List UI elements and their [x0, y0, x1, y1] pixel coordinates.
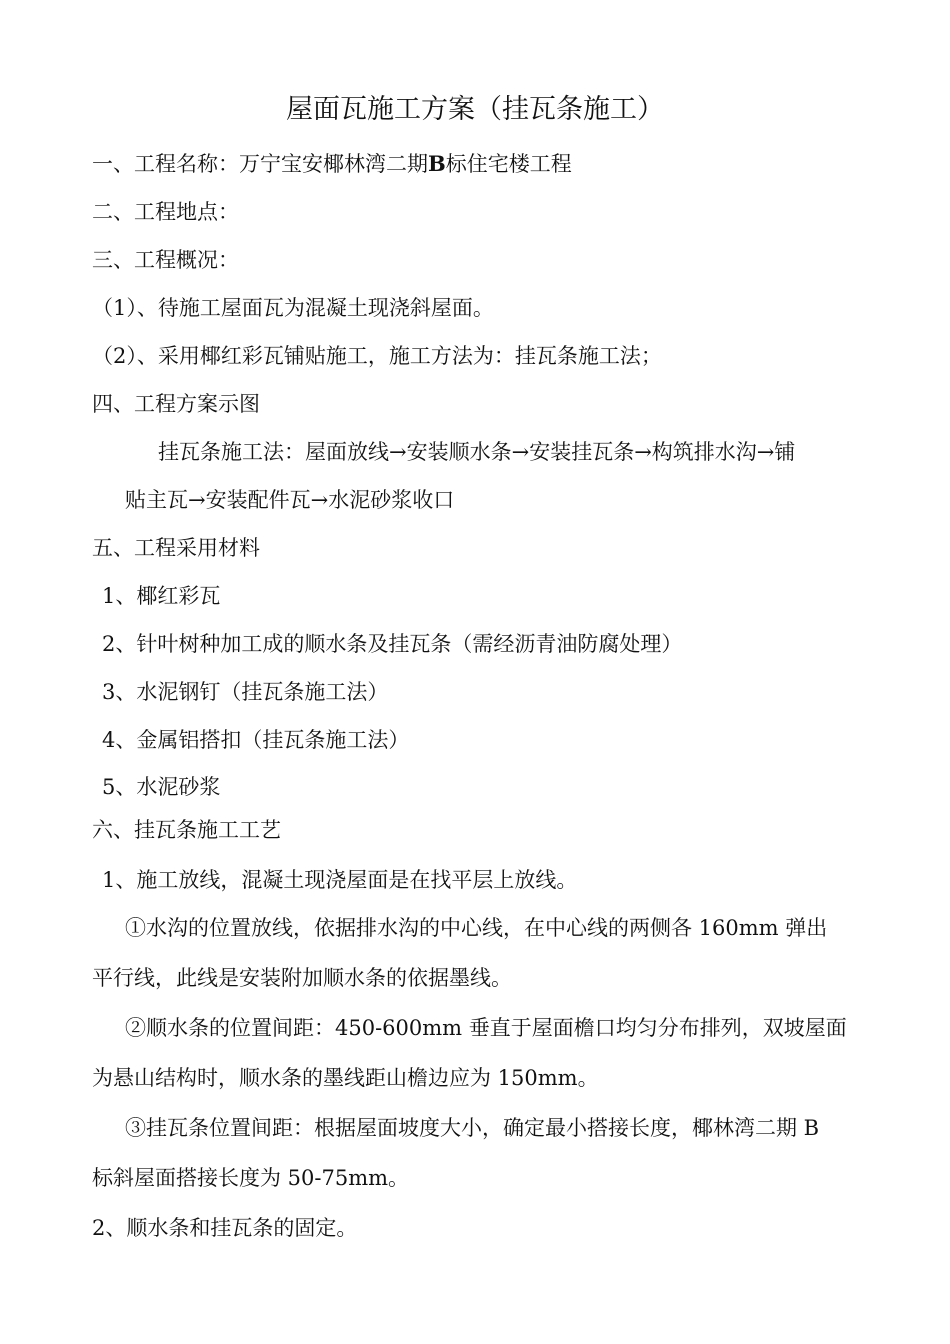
process-point-1-line-2: 平行线，此线是安装附加顺水条的依据墨线。 — [92, 966, 512, 990]
material-item: 3、水泥钢钉（挂瓦条施工法） — [102, 680, 389, 704]
material-item: 1、椰红彩瓦 — [102, 584, 221, 608]
material-item: 5、水泥砂浆 — [102, 775, 221, 799]
process-point-2-line-1: ②顺水条的位置间距：450-600mm 垂直于屋面檐口均匀分布排列，双坡屋面 — [125, 1016, 847, 1040]
section-project-name — [92, 149, 572, 179]
project-name-prefix: 一、工程名称：万宁宝安椰林湾二期 — [92, 152, 428, 176]
process-point-2-line-2: 为悬山结构时，顺水条的墨线距山檐边应为 150mm。 — [92, 1066, 599, 1090]
process-point-3-line-1: ③挂瓦条位置间距：根据屋面坡度大小，确定最小搭接长度，椰林湾二期 B — [125, 1116, 820, 1140]
section-project-location: 二、工程地点： — [92, 200, 239, 224]
project-name-bold: B — [428, 151, 446, 176]
process-step-2: 2、顺水条和挂瓦条的固定。 — [92, 1216, 358, 1240]
section-materials: 五、工程采用材料 — [92, 536, 260, 560]
process-point-1-line-1: ①水沟的位置放线，依据排水沟的中心线，在中心线的两侧各 160mm 弹出 — [125, 916, 828, 940]
section-project-overview: 三、工程概况： — [92, 248, 239, 272]
scheme-process-line-2: 贴主瓦→安装配件瓦→水泥砂浆收口 — [125, 488, 455, 512]
section-process: 六、挂瓦条施工工艺 — [92, 818, 281, 842]
process-point-3-line-2: 标斜屋面搭接长度为 50-75mm。 — [92, 1166, 410, 1190]
overview-item-2: （2）、采用椰红彩瓦铺贴施工，施工方法为：挂瓦条施工法； — [92, 344, 662, 368]
material-item: 2、针叶树种加工成的顺水条及挂瓦条（需经沥青油防腐处理） — [102, 632, 683, 656]
section-scheme-diagram: 四、工程方案示图 — [92, 392, 260, 416]
scheme-process-line-1: 挂瓦条施工法：屋面放线→安装顺水条→安装挂瓦条→构筑排水沟→铺 — [158, 440, 796, 464]
project-name-suffix: 标住宅楼工程 — [445, 152, 572, 176]
process-step-1: 1、施工放线，混凝土现浇屋面是在找平层上放线。 — [102, 868, 578, 892]
document-title: 屋面瓦施工方案（挂瓦条施工） — [286, 94, 664, 125]
overview-item-1: （1）、待施工屋面瓦为混凝土现浇斜屋面。 — [92, 296, 494, 320]
material-item: 4、金属铝搭扣（挂瓦条施工法） — [102, 728, 410, 752]
